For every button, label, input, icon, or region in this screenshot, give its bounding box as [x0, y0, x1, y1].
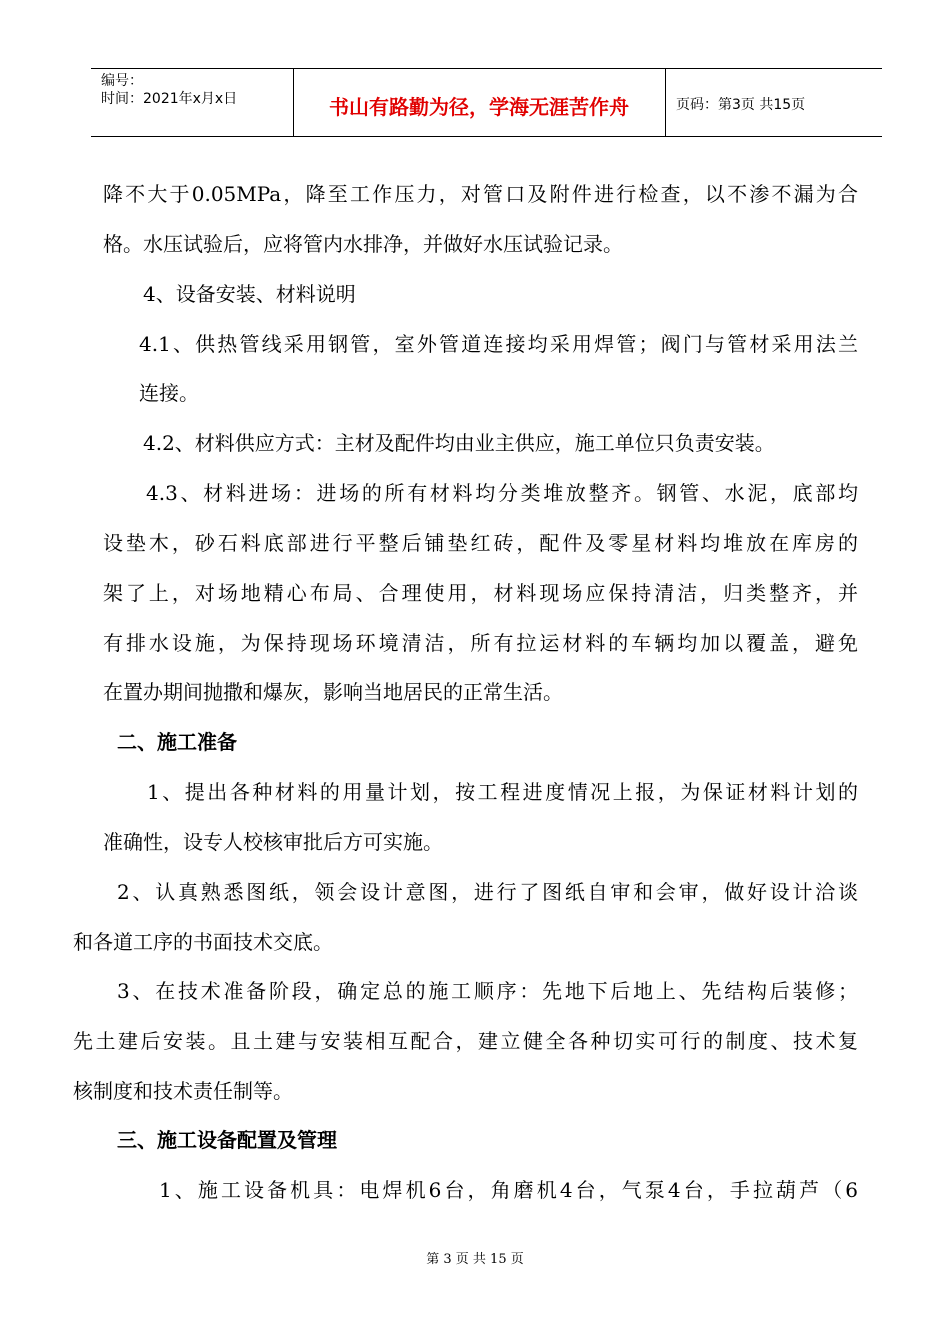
- body-line: 先土建后安装。且土建与安装相互配合，建立健全各种切实可行的制度、技术复: [73, 1029, 858, 1053]
- header-meta: [101, 72, 237, 108]
- body-line: 降不大于0.05MPa，降至工作压力，对管口及附件进行检查，以不渗不漏为合: [103, 182, 858, 206]
- body-line: 有排水设施，为保持现场环境清洁，所有拉运材料的车辆均加以覆盖，避免: [103, 631, 858, 655]
- chapter-heading: 二、施工准备: [117, 730, 237, 754]
- header-divider: [665, 69, 666, 136]
- body-line: 4.1、供热管线采用钢管，室外管道连接均采用焊管；阀门与管材采用法兰: [139, 332, 858, 356]
- body-line: 准确性，设专人校核审批后方可实施。: [103, 830, 443, 854]
- time-label: 时间：2021年x月x日: [101, 91, 238, 107]
- header-motto: 书山有路勤为径，学海无涯苦作舟: [329, 95, 629, 119]
- header-page-label: 页码：第3页 共15页: [676, 97, 806, 113]
- page-footer: 第 3 页 共 15 页: [426, 1252, 524, 1267]
- body-line: 3、在技术准备阶段，确定总的施工顺序：先地下后地上、先结构后装修；: [117, 979, 858, 1003]
- body-line: 架了上，对场地精心布局、合理使用，材料现场应保持清洁，归类整齐，并: [103, 581, 858, 605]
- body-line: 1、施工设备机具：电焊机6台，角磨机4台，气泵4台，手拉葫芦（6: [159, 1178, 858, 1202]
- body-line: 核制度和技术责任制等。: [73, 1079, 293, 1103]
- body-line: 在置办期间抛撒和爆灰，影响当地居民的正常生活。: [103, 680, 563, 704]
- body-line: 2、认真熟悉图纸，领会设计意图，进行了图纸自审和会审，做好设计洽谈: [117, 880, 858, 904]
- body-line: 4.3、材料进场：进场的所有材料均分类堆放整齐。钢管、水泥，底部均: [146, 481, 858, 505]
- page-header: [91, 68, 882, 137]
- section-heading: 4、设备安装、材料说明: [143, 282, 356, 306]
- body-line: 连接。: [139, 381, 199, 405]
- body-line: 1、提出各种材料的用量计划，按工程进度情况上报，为保证材料计划的: [147, 780, 858, 804]
- body-line: 和各道工序的书面技术交底。: [73, 930, 333, 954]
- number-label: 编号：: [101, 73, 143, 89]
- body-line: 格。水压试验后，应将管内水排净，并做好水压试验记录。: [103, 232, 623, 256]
- chapter-heading: 三、施工设备配置及管理: [117, 1128, 337, 1152]
- body-line: 设垫木，砂石料底部进行平整后铺垫红砖，配件及零星材料均堆放在库房的: [103, 531, 858, 555]
- body-line: 4.2、材料供应方式：主材及配件均由业主供应，施工单位只负责安装。: [143, 431, 775, 455]
